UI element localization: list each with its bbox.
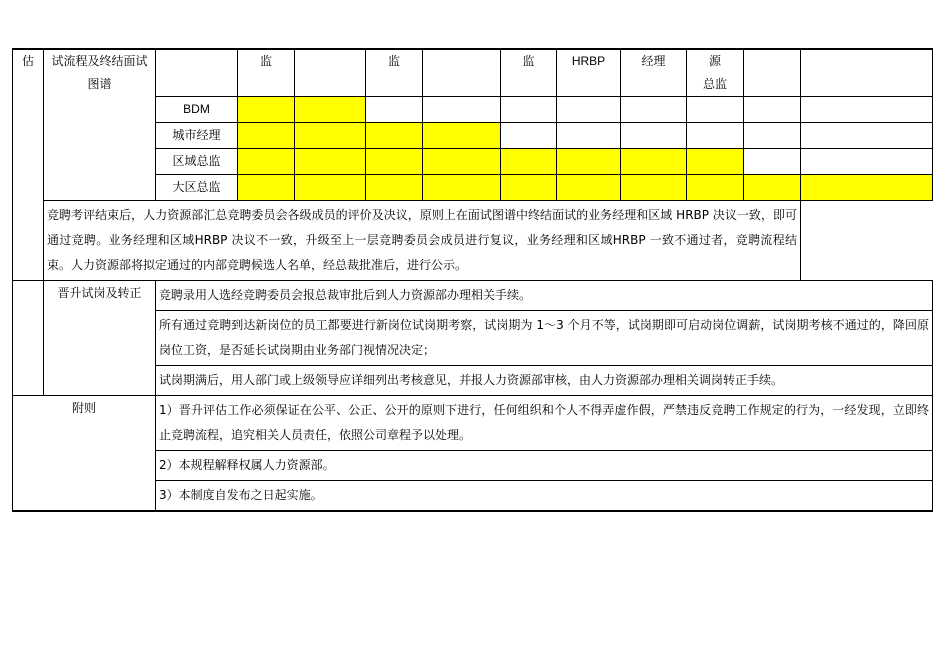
probation-item-3: 试岗期满后，用人部门或上级领导应详细列出考核意见，并报人力资源部审核，由人力资源部办理相关调岗转正手续。 xyxy=(156,366,933,396)
section-label-left-cont xyxy=(13,281,44,396)
chart-header-row xyxy=(13,49,933,97)
grid-cell-filled xyxy=(366,123,423,149)
grid-cell xyxy=(557,123,621,149)
appendix-row-1 xyxy=(13,396,933,451)
probation-item-1: 竞聘录用人选经竞聘委员会报总裁审批后到人力资源部办理相关手续。 xyxy=(156,281,933,311)
grid-cell-filled xyxy=(238,123,295,149)
grid-cell-filled xyxy=(295,175,366,201)
grid-cell-filled xyxy=(621,175,687,201)
header-cell-10 xyxy=(801,49,933,97)
promotion-table xyxy=(12,48,933,512)
document-page xyxy=(12,48,932,512)
grid-cell-filled xyxy=(238,149,295,175)
header-cell-text: 经理 xyxy=(641,54,666,68)
level-label: 城市经理 xyxy=(156,123,238,149)
header-cell-9 xyxy=(744,49,801,97)
process-label-line1: 试流程及终结面试 xyxy=(51,54,148,68)
grid-cell xyxy=(621,123,687,149)
header-cell-text: 监 xyxy=(387,54,400,68)
grid-cell xyxy=(801,97,933,123)
level-label: BDM xyxy=(156,97,238,123)
header-cell-1 xyxy=(238,49,295,97)
grid-cell-filled xyxy=(501,175,557,201)
grid-cell-filled xyxy=(295,149,366,175)
grid-cell xyxy=(621,97,687,123)
appendix-item-1: 1）晋升评估工作必须保证在公平、公正、公开的原则下进行，任何组织和个人不得弄虚作假，严禁违反竞聘工作规定的行为，一经发现，立即终止竞聘流程，追究相关人员责任，依照公司章程予以处理。 xyxy=(156,396,933,451)
grid-cell xyxy=(801,123,933,149)
competition-text: 竞聘考评结束后，人力资源部汇总竞聘委员会各级成员的评价及决议，原则上在面试图谱中终结面试的业务经理和区域 HRBP 决议一致，即可通过竞聘。业务经理和区域HRBP 决议不一致，升级至上一层竞聘委员会成员进行复议，业务经理和区域HRBP 一致不通过者，竞聘流程结束。人力资源部将拟定通过的内部竞聘候选人名单，经总裁批准后，进行公示。 xyxy=(44,201,801,281)
grid-cell xyxy=(501,97,557,123)
header-cell-3 xyxy=(366,49,423,97)
grid-cell-filled xyxy=(687,175,744,201)
header-cell-text: 总监 xyxy=(702,77,727,91)
grid-cell xyxy=(423,97,501,123)
level-label: 大区总监 xyxy=(156,175,238,201)
grid-cell-filled xyxy=(423,123,501,149)
grid-cell-filled xyxy=(501,149,557,175)
grid-cell xyxy=(801,149,933,175)
grid-cell xyxy=(744,123,801,149)
grid-cell xyxy=(744,97,801,123)
grid-cell-filled xyxy=(687,149,744,175)
section-left-text: 估 xyxy=(21,54,34,68)
grid-cell-filled xyxy=(295,123,366,149)
grid-cell xyxy=(501,123,557,149)
header-cell-text: 监 xyxy=(522,54,535,68)
grid-cell-filled xyxy=(423,149,501,175)
grid-cell-filled xyxy=(238,97,295,123)
header-cell-text: 监 xyxy=(259,54,272,68)
grid-cell-filled xyxy=(557,175,621,201)
probation-label: 晋升试岗及转正 xyxy=(44,281,156,396)
grid-cell xyxy=(744,149,801,175)
level-label: 区域总监 xyxy=(156,149,238,175)
grid-cell xyxy=(557,97,621,123)
probation-item-2: 所有通过竞聘到达新岗位的员工都要进行新岗位试岗期考察，试岗期为 1～3 个月不等，试岗期即可启动岗位调薪，试岗期考核不通过的，降回原岗位工资，是否延长试岗期由业务部门视情况决定； xyxy=(156,311,933,366)
grid-cell xyxy=(366,97,423,123)
appendix-item-2: 2）本规程解释权属人力资源部。 xyxy=(156,451,933,481)
header-cell-0 xyxy=(156,49,238,97)
grid-cell xyxy=(687,123,744,149)
header-cell-text: HRBP xyxy=(571,54,606,68)
appendix-item-3: 3）本制度自发布之日起实施。 xyxy=(156,481,933,512)
process-label-cell xyxy=(44,49,156,201)
grid-cell-filled xyxy=(557,149,621,175)
grid-cell-filled xyxy=(295,97,366,123)
header-cell-5 xyxy=(501,49,557,97)
header-cell-8 xyxy=(687,49,744,97)
grid-cell-filled xyxy=(238,175,295,201)
header-cell-text: 源 xyxy=(708,54,721,68)
grid-cell-filled xyxy=(621,149,687,175)
grid-cell-filled xyxy=(366,175,423,201)
header-cell-6 xyxy=(557,49,621,97)
grid-cell-filled xyxy=(744,175,801,201)
grid-cell-filled xyxy=(423,175,501,201)
process-label-line2: 图谱 xyxy=(87,77,112,91)
header-cell-7 xyxy=(621,49,687,97)
competition-row xyxy=(13,201,933,281)
header-cell-2 xyxy=(295,49,366,97)
appendix-label: 附则 xyxy=(13,396,156,512)
grid-cell-filled xyxy=(801,175,933,201)
header-cell-4 xyxy=(423,49,501,97)
section-label-left xyxy=(13,49,44,281)
grid-cell-filled xyxy=(366,149,423,175)
grid-cell xyxy=(687,97,744,123)
probation-row-1 xyxy=(13,281,933,311)
